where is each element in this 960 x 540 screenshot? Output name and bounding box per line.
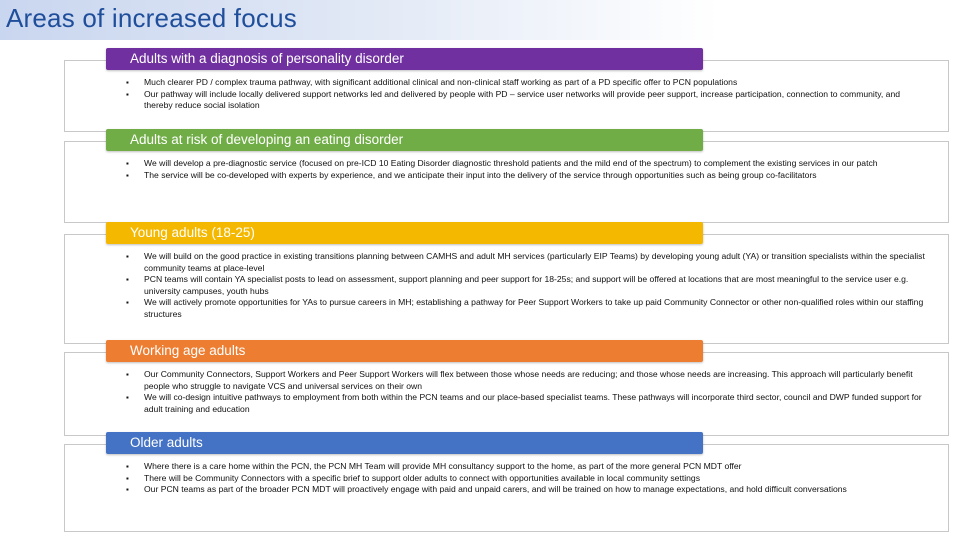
section-4 — [64, 432, 949, 532]
bullet-list — [126, 369, 927, 415]
bullet-item: ▪ Where there is a care home within the PCN, the PCN MH Team will provide MH consultancy support to the home, as part of the more general PCN MDT offer — [126, 461, 927, 473]
bullet-item: ▪ We will build on the good practice in existing transitions planning between CAMHS and adult MH services (particularly EIP Teams) by developing young adult (YA) or transition specialists within the specialist community teams at place-level — [126, 251, 927, 274]
section-2 — [64, 222, 949, 344]
bullet-item: ▪ We will develop a pre-diagnostic service (focused on pre-ICD 10 Eating Disorder diagnostic threshold patients and the mild end of the spectrum) to complement the existing services in our patch — [126, 158, 927, 170]
bullet-item: ▪ There will be Community Connectors with a specific brief to support older adults to connect with opportunities available in local community settings — [126, 473, 927, 485]
bullet-item: ▪ The service will be co-developed with experts by experience, and we anticipate their input into the delivery of the service through opportunities such as being group co-facilitators — [126, 170, 927, 182]
section-3 — [64, 340, 949, 436]
bullet-item: ▪ We will co-design intuitive pathways to employment from both within the PCN teams and our place-based specialist teams. These pathways will incorporate third sector, council and DWP funded support for adult training and education — [126, 392, 927, 415]
bullet-item: ▪ Our Community Connectors, Support Workers and Peer Support Workers will flex between those whose needs are reducing; and those whose needs are increasing. This approach will particularly benefit people who struggle to navigate VCS and universal services on their own — [126, 369, 927, 392]
bullet-item: ▪ We will actively promote opportunities for YAs to pursue careers in MH; establishing a pathway for Peer Support Workers to take up paid Community Connector or other non-qualified roles within our staffing structures — [126, 297, 927, 320]
section-box — [64, 141, 949, 223]
bullet-list — [126, 158, 927, 181]
bullet-item: ▪ Much clearer PD / complex trauma pathway, with significant additional clinical and non-clinical staff working as part of a PD specific offer to PCN populations — [126, 77, 927, 89]
section-0 — [64, 48, 949, 132]
bullet-list — [126, 77, 927, 112]
bullet-item: ▪ Our pathway will include locally delivered support networks led and delivered by people with PD – service user networks will provide peer support, increase participation, connection to community, and thereby reduce social isolation — [126, 89, 927, 112]
section-header: Older adults — [106, 432, 703, 454]
bullet-item: ▪ Our PCN teams as part of the broader PCN MDT will proactively engage with paid and unpaid carers, and will be trained on how to manage expectations, and hold difficult conversations — [126, 484, 927, 496]
section-header: Adults with a diagnosis of personality disorder — [106, 48, 703, 70]
bullet-list — [126, 461, 927, 496]
section-1 — [64, 129, 949, 223]
page-title: Areas of increased focus — [6, 3, 297, 33]
bullet-list — [126, 251, 927, 321]
section-header: Young adults (18-25) — [106, 222, 703, 244]
section-header: Working age adults — [106, 340, 703, 362]
bullet-item: ▪ PCN teams will contain YA specialist posts to lead on assessment, support planning and peer support for 18-25s; and support will be offered at locations that are most meaningful to the service user e.g. university campuses, youth hubs — [126, 274, 927, 297]
section-header: Adults at risk of developing an eating disorder — [106, 129, 703, 151]
